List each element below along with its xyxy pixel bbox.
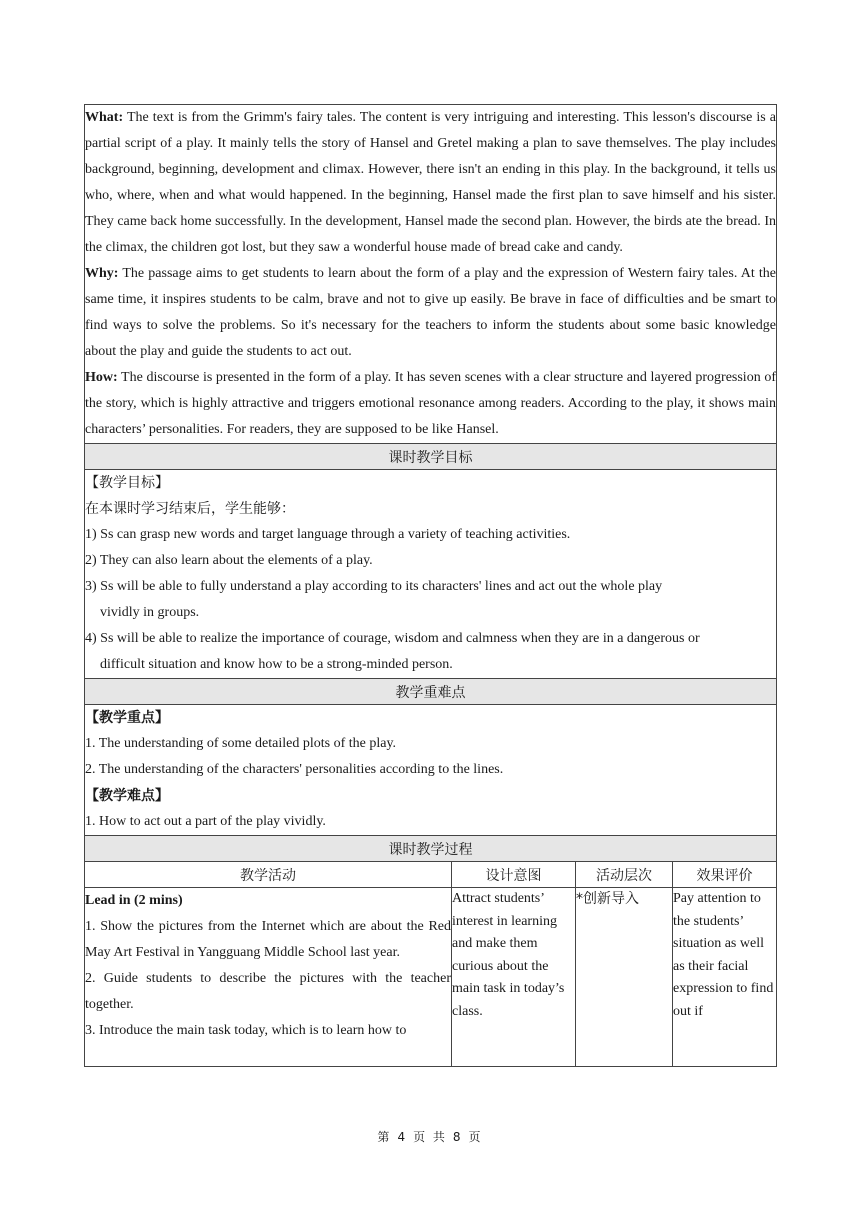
how-label: How: [85,370,118,385]
objective-item-3: 3) Ss will be able to fully understand a play according to its characters' lines and act out the whole play [85,579,663,594]
lead-in-step-3: 3. Introduce the main task today, which is to learn how to [85,1023,407,1038]
objectives-intro: 在本课时学习结束后，学生能够： [85,501,295,517]
difficulty-item-1: 1. How to act out a part of the play vividly. [85,814,326,829]
what-label: What: [85,110,124,125]
objectives-header-row [85,444,777,470]
why-text: The passage aims to get students to learn about the form of a play and the expression of Western fairy tales. At the same time, it inspires students to be calm, brave and not to give up easily. Be brave in face of difficulties and be smart to find ways to solve the problems. So it's necessary for the teachers to inform the students about some basic knowledge about the play and guide the students to act out. [85,266,776,359]
process-row [85,888,777,1067]
focus-item-1: 1. The understanding of some detailed plots of the play. [85,736,397,751]
text-analysis-cell [85,105,777,444]
objective-item-3-cont: vividly in groups. [100,605,200,620]
column-header-intent: 设计意图 [452,862,576,888]
footer-prefix: 第 [377,1130,392,1144]
process-header: 课时教学过程 [85,836,777,862]
footer-page-number: 4 [397,1130,408,1144]
objectives-row [85,470,777,679]
text-analysis-row [85,105,777,444]
objectives-cell [85,470,777,679]
level-cell: *创新导入 [576,888,673,1067]
key-points-header-row [85,679,777,705]
how-text: The discourse is presented in the form of a play. It has seven scenes with a clear structure and layered progression of the story, which is highly attractive and triggers emotional resonance among readers. According to the play, it shows main characters’ personalities. For readers, they are supposed to be like Hansel. [85,370,776,437]
lesson-plan-table [84,104,777,1067]
lead-in-step-2: 2. Guide students to describe the pictures with the teacher together. [85,971,451,1012]
why-paragraph [85,261,776,365]
objective-item-4-cont: difficult situation and know how to be a strong-minded person. [100,657,453,672]
key-points-header: 教学重难点 [85,679,777,705]
lead-in-title: Lead in (2 mins) [85,893,183,908]
intent-cell: Attract students’ interest in learning and make them curious about the main task in today’s class. [452,888,576,1067]
objectives-header: 课时教学目标 [85,444,777,470]
process-column-headers [85,862,777,888]
key-points-row [85,705,777,836]
footer-mid: 页 共 [413,1130,447,1144]
column-header-level: 活动层次 [576,862,673,888]
what-paragraph [85,105,776,261]
column-header-activities: 教学活动 [85,862,452,888]
footer-suffix: 页 [468,1130,483,1144]
key-points-cell [85,705,777,836]
footer-total-pages: 8 [452,1130,463,1144]
objectives-tag: 【教学目标】 [85,475,169,491]
focus-tag: 【教学重点】 [85,710,169,726]
difficulty-tag: 【教学难点】 [85,788,169,804]
objective-item-2: 2) They can also learn about the elements of a play. [85,553,373,568]
how-paragraph [85,365,776,443]
objective-item-1: 1) Ss can grasp new words and target language through a variety of teaching activities. [85,527,571,542]
activities-cell [85,888,452,1067]
process-header-row [85,836,777,862]
evaluation-cell: Pay attention to the students’ situation as well as their facial expression to find out if [673,888,777,1067]
objective-item-4: 4) Ss will be able to realize the importance of courage, wisdom and calmness when they are in a dangerous or [85,631,700,646]
lead-in-step-1: 1. Show the pictures from the Internet which are about the Red May Art Festival in Yangguang Middle School last year. [85,919,451,960]
focus-item-2: 2. The understanding of the characters' personalities according to the lines. [85,762,504,777]
why-label: Why: [85,266,119,281]
page-footer [0,1128,860,1145]
what-text: The text is from the Grimm's fairy tales. The content is very intriguing and interesting. This lesson's discourse is a partial script of a play. It mainly tells the story of Hansel and Gretel making a plan to save themselves. The play includes background, beginning, development and climax. However, there isn't an ending in this play. In the background, it tells us who, where, when and what would happened. In the beginning, Hansel made the first plan to save himself and his sister. They came back home successfully. In the development, Hansel made the second plan. However, the birds ate the bread. In the climax, the children got lost, but they saw a wonderful house made of bread cake and candy. [85,110,776,255]
column-header-evaluation: 效果评价 [673,862,777,888]
